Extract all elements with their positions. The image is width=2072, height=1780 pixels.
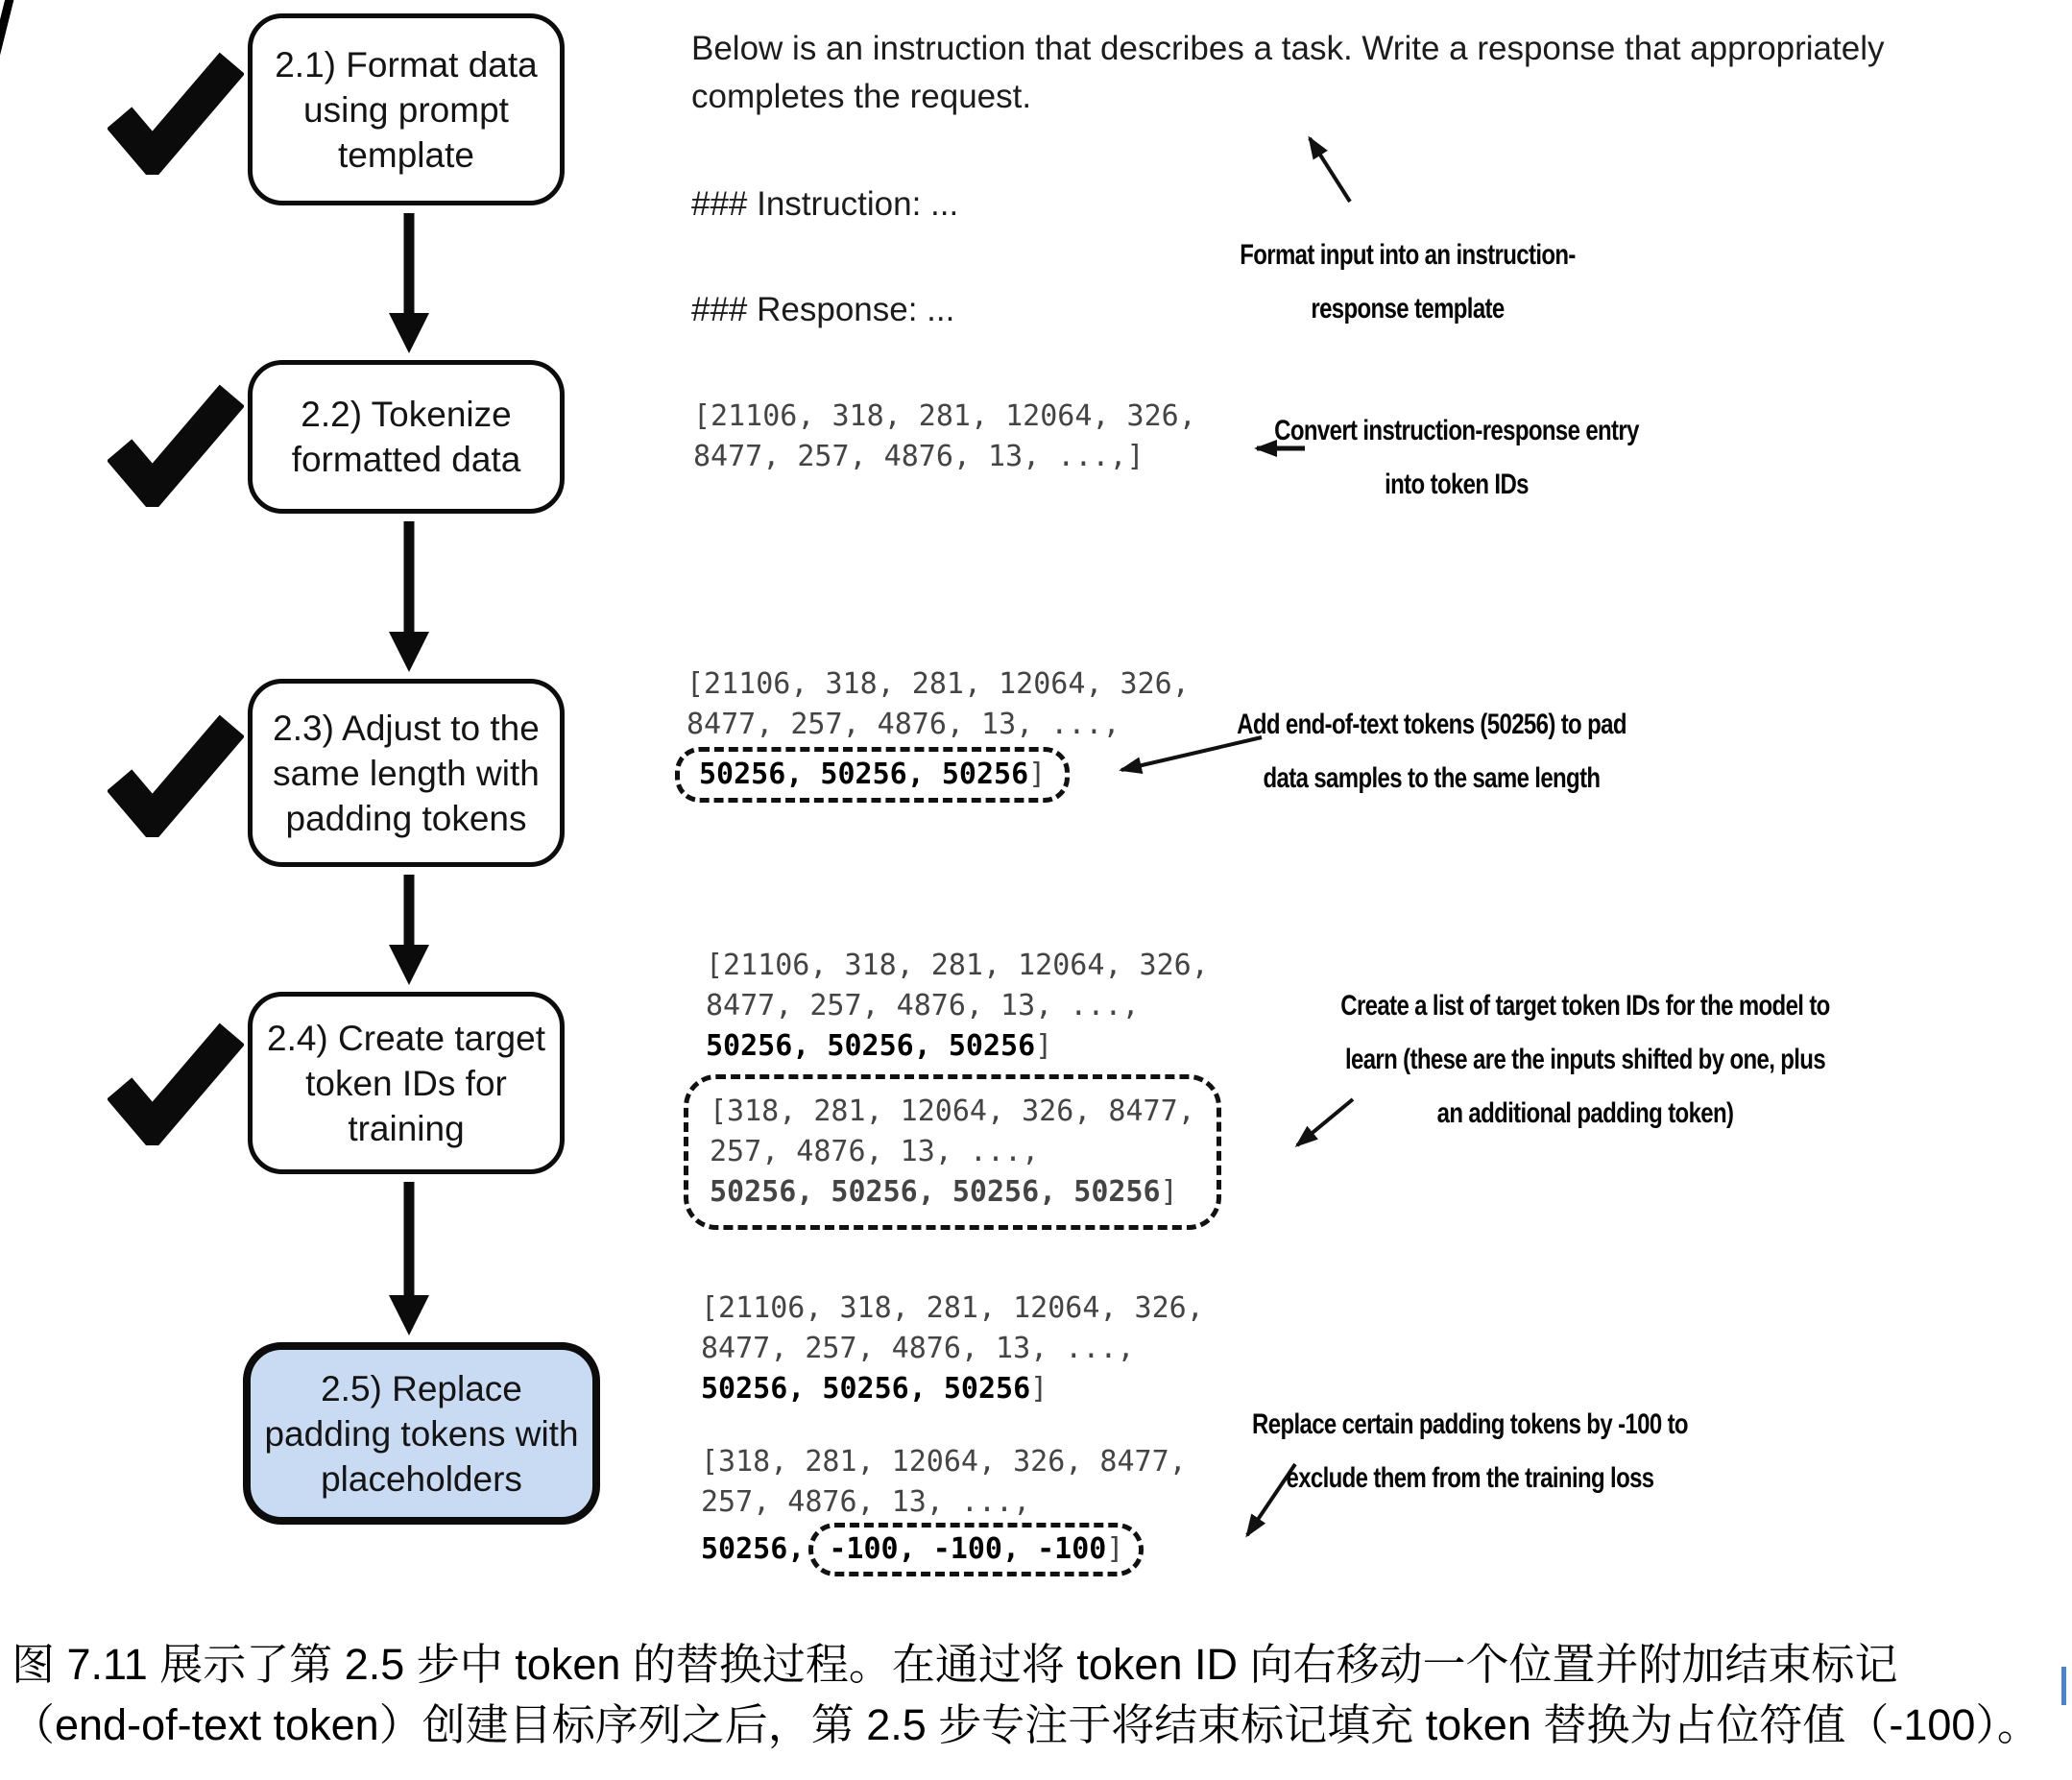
padding-token-bold: 50256,: [701, 1532, 806, 1566]
annotation-line: learn (these are the inputs shifted by one, plus: [1344, 1044, 1826, 1075]
prompt-intro-text: Below is an instruction that describes a task. Write a response that appropriately completes the request.: [691, 30, 1885, 115]
token-list-replaced-targets: [701, 1442, 1187, 1576]
prompt-response-text: ### Response: ...: [691, 291, 955, 328]
token-line: [21106, 318, 281, 12064, 326,: [693, 399, 1196, 433]
flow-step-label: 2.5) Replace padding tokens with placeholders: [264, 1368, 579, 1499]
bracket: ]: [1106, 1532, 1124, 1566]
arrow-down-icon: [383, 213, 435, 353]
flow-step-box-2-4: [248, 992, 565, 1174]
token-line: 257, 4876, 13, ...,: [701, 1485, 1031, 1519]
arrow-down-icon: [383, 1182, 435, 1335]
annotation-line: into token IDs: [1385, 469, 1529, 500]
token-list-target-inputs: [706, 946, 1209, 1067]
flow-step-label: 2.3) Adjust to the same length with padding tokens: [273, 708, 540, 838]
flow-step-box-2-2: [248, 360, 565, 514]
prompt-instruction-text: ### Instruction: ...: [691, 185, 959, 223]
placeholder-values-bold: -100, -100, -100: [829, 1532, 1107, 1566]
check-icon: [108, 1021, 244, 1145]
arrow-up-left-icon: [1296, 125, 1363, 211]
annotation-line: Format input into an instruction-: [1240, 239, 1576, 271]
annotation-line: exclude them from the training loss: [1286, 1462, 1654, 1494]
bracket: ]: [1030, 1372, 1048, 1406]
flow-step-label: 2.2) Tokenize formatted data: [291, 395, 521, 479]
flow-step-box-2-5: [243, 1342, 600, 1525]
target-token-ids-dashed-box: [684, 1074, 1221, 1230]
token-line: [21106, 318, 281, 12064, 326,: [687, 667, 1190, 701]
check-icon: [108, 382, 244, 507]
caption-line-1: 图 7.11 展示了第 2.5 步中 token 的替换过程。在通过将 token ID 向右移动一个位置并附加结束标记: [12, 1640, 1898, 1689]
arrow-down-icon: [383, 875, 435, 985]
token-line: 8477, 257, 4876, 13, ...,: [687, 708, 1120, 741]
token-line: 257, 4876, 13, ...,: [710, 1135, 1040, 1168]
annotation-line: Add end-of-text tokens (50256) to pad: [1237, 709, 1626, 740]
annotation-line: response template: [1311, 293, 1505, 325]
token-line: [318, 281, 12064, 326, 8477,: [701, 1445, 1187, 1479]
padding-tokens-bold: 50256, 50256, 50256: [699, 758, 1029, 791]
token-line: [701, 1523, 1187, 1576]
token-line: [701, 1369, 1204, 1409]
caption-line-2: （end-of-text token）创建目标序列之后，第 2.5 步专注于将结束标记填充 token 替换为占位符值（-100）。: [12, 1700, 2040, 1749]
token-line: 8477, 257, 4876, 13, ...,: [706, 989, 1140, 1022]
annotation-line: Convert instruction-response entry: [1274, 415, 1639, 446]
token-line: [21106, 318, 281, 12064, 326,: [706, 949, 1209, 982]
annotation-add-padding: [1140, 698, 1723, 806]
padding-tokens-bold: 50256, 50256, 50256, 50256: [710, 1175, 1161, 1209]
flow-step-label: 2.4) Create target token IDs for training: [267, 1018, 545, 1148]
flow-step-box-2-3: [248, 679, 565, 867]
padding-tokens-dashed-box: [675, 747, 1070, 803]
annotation-line: Replace certain padding tokens by -100 to: [1252, 1408, 1688, 1440]
bracket: ]: [1035, 1029, 1053, 1063]
flow-step-box-2-1: [248, 13, 565, 205]
token-list-tokenized: [693, 397, 1196, 477]
token-line: [318, 281, 12064, 326, 8477,: [710, 1094, 1195, 1128]
bracket: ]: [1028, 758, 1047, 791]
annotation-create-targets: [1293, 979, 1877, 1141]
check-icon: [108, 712, 244, 837]
token-list-replaced-inputs: [701, 1288, 1204, 1409]
annotation-line: an additional padding token): [1436, 1097, 1734, 1129]
annotation-convert-tokens: [1165, 404, 1748, 512]
check-icon: [108, 50, 244, 175]
token-line: [710, 1172, 1195, 1213]
annotation-format-template: [1116, 229, 1699, 336]
edge-mark-artifact: [0, 0, 14, 69]
placeholder-values-dashed-oval: [808, 1523, 1144, 1576]
arrow-down-icon: [383, 521, 435, 672]
annotation-line: Create a list of target token IDs for the model to: [1340, 990, 1830, 1022]
flow-step-label: 2.1) Format data using prompt template: [275, 44, 538, 175]
token-line: [706, 1026, 1209, 1067]
padding-tokens-bold: 50256, 50256, 50256: [701, 1372, 1031, 1406]
annotation-replace-padding: [1178, 1398, 1762, 1505]
text-cursor-artifact: [2061, 1667, 2066, 1705]
bracket: ]: [1160, 1175, 1178, 1209]
token-line: 8477, 257, 4876, 13, ...,]: [693, 440, 1144, 473]
token-line: 8477, 257, 4876, 13, ...,: [701, 1332, 1135, 1365]
padding-tokens-bold: 50256, 50256, 50256: [706, 1029, 1036, 1063]
annotation-line: data samples to the same length: [1263, 762, 1601, 794]
token-line: [21106, 318, 281, 12064, 326,: [701, 1291, 1204, 1325]
